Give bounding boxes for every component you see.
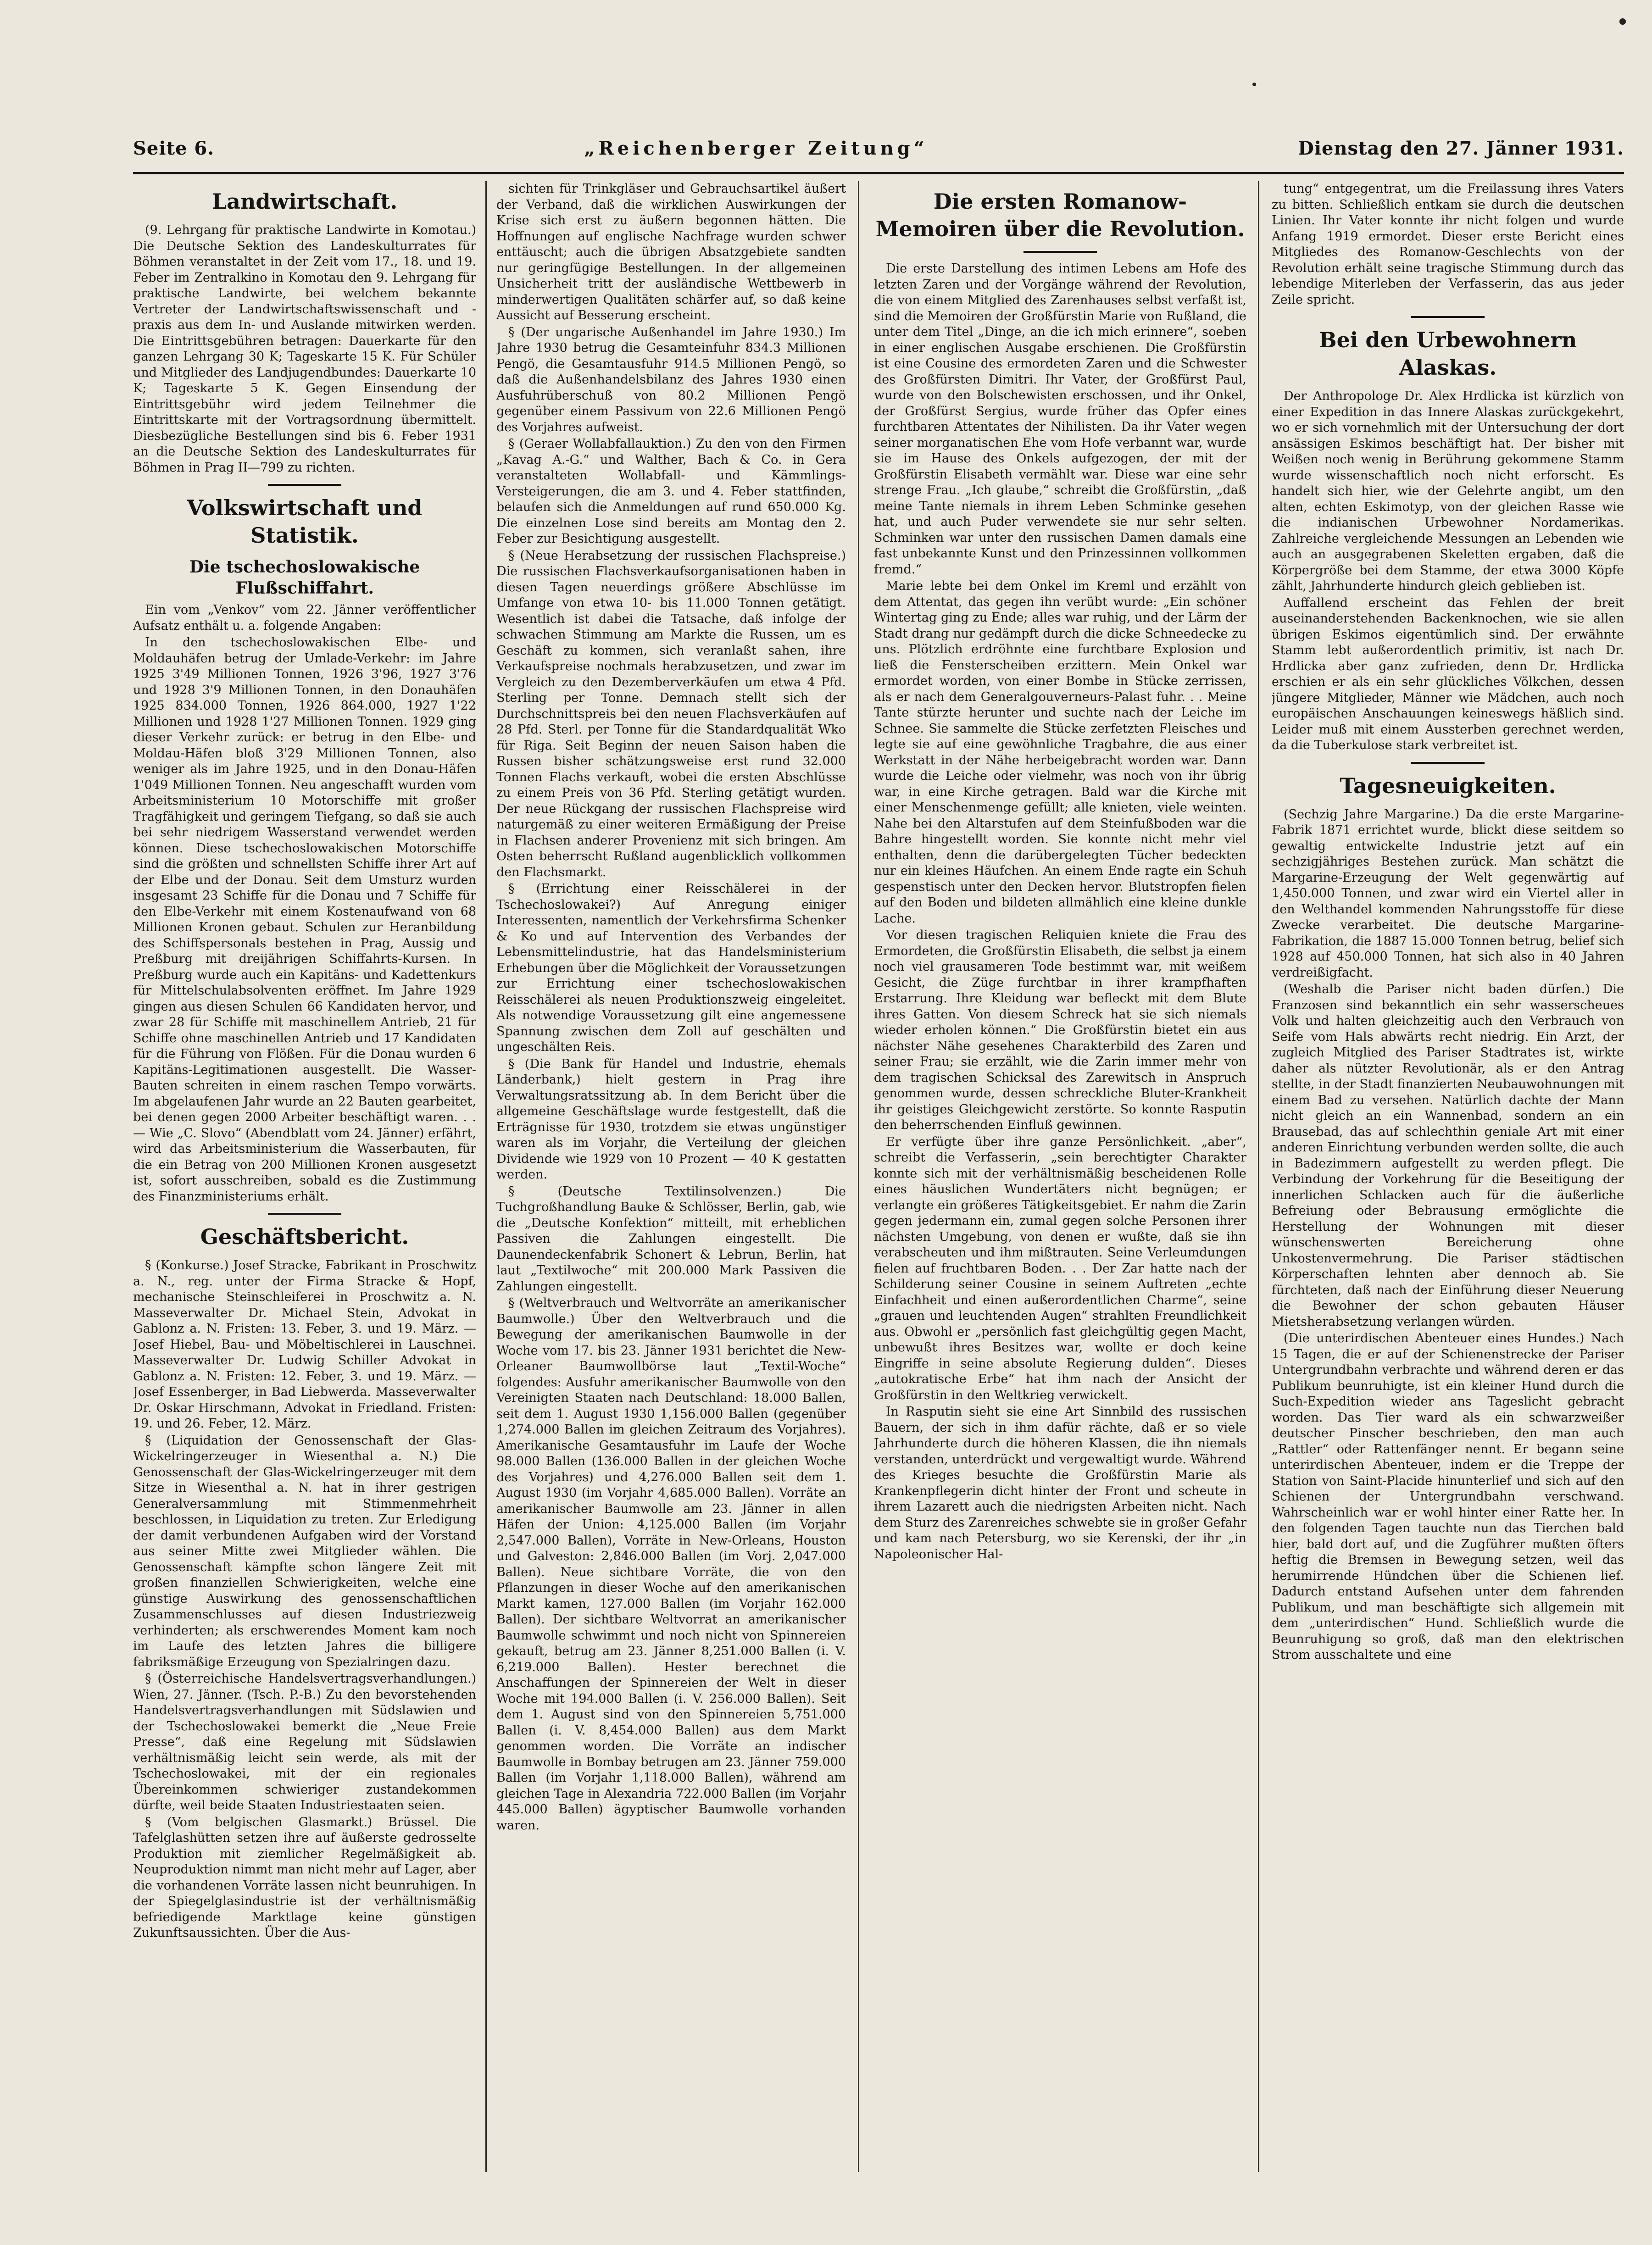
scan-speck <box>1619 18 1626 25</box>
article-paragraph: Vor diesen tragischen Reliquien kniete die Frau des Ermordeten, die Großfürstin Elisabeth, die selbst ja einem noch viel grausameren Tode bestimmt war, mit weißem Gesicht, die Züge furchtbar in ihrer krampfhaften Erstarrung. Ihre Kleidung war befleckt mit dem Blute ihres Gatten. Von diesem Schreck hat sie sich niemals wieder erholen können.“ Die Großfürstin bietet ein aus nächster Nähe gesehenes Charakterbild des Zaren und seiner Frau; sie erzählt, wie die Zarin immer mehr von dem tragischen Schicksal des Zarewitsch in Anspruch genommen wurde, dessen schreckliche Bluter-Krankheit ihr geistiges Gleichgewicht zerstörte. So konnte Rasputin den beherrschenden Einfluß gewinnen. <box>874 928 1246 1132</box>
article-paragraph: Ein vom „Venkov“ vom 22. Jänner veröffentlicher Aufsatz enthält u. a. folgende Angaben: <box>133 603 476 633</box>
column-3 <box>874 181 1246 2172</box>
issue-date: Dienstag den 27. Jänner 1931. <box>1298 138 1624 159</box>
article-paragraph: § (Deutsche Textilinsolvenzen.) Die Tuchgroßhandlung Bauke & Schlösser, Berlin, gab, wie die „Deutsche Konfektion“ mitteilt, mit erheblichen Passiven die Zahlungen eingestellt. Die Daunendeckenfabrik Schonert & Lebrun, Berlin, hat laut „Textilwoche“ mit 200.000 Mark Passiven die Zahlungen eingestellt. <box>496 1184 846 1294</box>
article-paragraph: Marie lebte bei dem Onkel im Kreml und erzählt von dem Attentat, das gegen ihn verübt wurde: „Ein schöner Wintertag ging zu Ende; alles war ruhig, und der Lärm der Stadt drang nur gedämpft durch die dicke Schneedecke zu uns. Plötzlich erdröhnte eine furchtbare Explosion und ließ die Fensterscheiben erzittern. Mein Onkel war ermordet worden, von einer Bombe in Stücke zerrissen, als er nach dem Generalgouverneurs-Palast fuhr. . . Meine Tante stürzte herunter und suchte nach der Leiche im Schnee. Sie sammelte die Stücke zerfetzten Fleisches und legte sie auf eine gewöhnliche Tragbahre, die aus einer Werkstatt in der Nähe herbeigebracht worden war. Dann wurde die Leiche oder vielmehr, was noch von ihr übrig war, in eine Kirche getragen. Bald war die Kirche mit einer Menschenmenge gefüllt; alle knieten, viele weinten. Nahe bei den Altarstufen auf dem Steinfußboden war die Bahre hingestellt worden. Sie konnte nicht mehr viel enthalten, denn die darübergelegten Tücher bedeckten nur ein kleines Häufchen. An einem Ende ragte ein Schuh gespenstisch unter den Decken hervor. Blutstropfen fielen auf den Boden und bildeten allmählich eine kleine dunkle Lache. <box>874 579 1246 926</box>
article-paragraph: Er verfügte über ihre ganze Persönlichkeit. „aber“, schreibt die Verfasserin, „sein berechtigter Charakter konnte sich mit der verhältnismäßig bescheidenen Rolle eines häuslichen Wundertäters nicht begnügen; er verlangte ein größeres Tätigkeitsgebiet. Er nahm die Zarin gegen jedermann ein, zumal gegen solche Personen ihrer nächsten Umgebung, von denen er wußte, daß sie ihn verabscheuten und ihm mißtrauten. Seine Verleumdungen fielen auf fruchtbaren Boden. . . Der Zar hatte nach der Schilderung seiner Cousine in seinem Auftreten „echte Einfachheit und einen außerordentlichen Charme“, seine „grauen und leuchtenden Augen“ strahlten Freundlichkeit aus. Obwohl er „persönlich fast gleichgültig gegen Macht, unbewußt ihres Besitzes war, wollte er doch keine Eingriffe in seine absolute Regierung dulden“. Dieses „autokratische Erbe“ hat ihm nach der Ansicht der Großfürstin in den Weltkrieg verwickelt. <box>874 1134 1246 1402</box>
article-heading-alaska: Bei den Urbewohnern Alaskas. <box>1318 328 1577 380</box>
article-paragraph: § (Liquidation der Genossenschaft der Glas-Wickelringerzeuger in Wiesenthal a. N.) Die Genossenschaft der Glas-Wickelringerzeuger mit dem Sitze in Wiesenthal a. N. hat in ihrer gestrigen Generalversammlung mit Stimmenmehrheit beschlossen, in Liquidation zu treten. Zur Erledigung der damit verbundenen Aufgaben wird der Vorstand aus seiner Mitte zwei Mitglieder wählen. Die Genossenschaft kämpfte schon längere Zeit mit großen finanziellen Schwierigkeiten, welche eine günstige Auswirkung des genossenschaftlichen Zusammenschlusses auf diesen Industriezweig verhinderten; als erschwerendes Moment kam noch im Laufe des letzten Jahres die billigere fabriksmäßige Erzeugung von Spezialringen dazu. <box>133 1433 476 1669</box>
section-rule <box>1411 762 1485 764</box>
section-heading-landwirtschaft: Landwirtschaft. <box>211 189 398 214</box>
article-paragraph: § (Errichtung einer Reisschälerei in der Tschechoslowakei?) Auf Anregung einiger Interessenten, namentlich der Verkehrsfirma Schenker & Ko und auf Intervention des Verbandes der Lebensmittelindustrie, hat das Handelsministerium Erhebungen über die Möglichkeit der Voraussetzungen zur Errichtung einer tschechoslowakischen Reisschälerei als neuen Produktionszweig eingeleitet. Als notwendige Voraussetzung gilt eine angemessene Spannung zwischen dem Zoll auf geschälten und ungeschälten Reis. <box>496 882 846 1054</box>
column-4 <box>1272 181 1624 2172</box>
newspaper-title: „Reichenberger Zeitung“ <box>584 138 928 159</box>
page-header <box>133 138 1624 165</box>
article-paragraph: (Die unterirdischen Abenteuer eines Hundes.) Nach 15 Tagen, die er auf der Schienenstrecke der Pariser Untergrundbahn verbrachte und während deren er das Publikum beunruhigte, ist ein kleiner Hund durch die Such-Expedition wieder ans Tageslicht gebracht worden. Das Tier ward als ein schwarzweißer deutscher Pinscher beschrieben, den man auch „Rattler“ oder Rattenfänger nennt. Er begann seine unterirdischen Abenteuer, indem er die Treppe der Station von Saint-Placide hinunterlief und sich auf den Schienen der Untergrundbahn verschwand. Wahrscheinlich war er wohl hinter einer Ratte her. In den folgenden Tagen tauchte nun das Tierchen bald hier, bald dort auf, und die Zugführer mußten öfters heftig die Bremsen in Bewegung setzen, weil das herumirrende Hündchen über die Schienen lief. Dadurch entstand Aufsehen unter dem fahrenden Publikum, und man beschäftigte sich allgemein mit dem „unterirdischen“ Hund. Schließlich wurde die Beunruhigung so groß, daß man den elektrischen Strom ausschaltete und eine <box>1272 1331 1624 1662</box>
article-paragraph: § (Konkurse.) Josef Stracke, Fabrikant in Proschwitz a. N., reg. unter der Firma Stracke & Hopf, mechanische Steinschleiferei in Proschwitz a. N. Masseverwalter Dr. Michael Stein, Advokat in Gablonz a. N. Fristen: 13. Feber, 3. und 19. März. — Josef Hiebel, Bau- und Möbeltischlerei in Lauschnei. Masseverwalter Dr. Ludwig Schiller Advokat in Gablonz a. N. Fristen: 12. Feber, 3. und 19. März. — Josef Essenberger, in Bad Liebwerda. Masseverwalter Dr. Oskar Hirschmann, Advokat in Friedland. Fristen: 19. und 26. Feber, 12. März. <box>133 1258 476 1431</box>
article-paragraph: Auffallend erscheint das Fehlen der breit auseinanderstehenden Backenknochen, wie sie allen übrigen Eskimos eigentümlich sind. Der erwähnte Stamm lebt außerordentlich primitiv, ist nach Dr. Hrdlicka aber ganz zufrieden, denn Dr. Hrdlicka erschien er als ein sehr glückliches Völkchen, dessen jüngere Mitglieder, Männer wie Mädchen, auch noch europäischen Anschauungen keineswegs häßlich sind. Leider muß mit einem Aussterben gerechnet werden, da die Tuberkulose stark verbreitet ist. <box>1272 595 1624 752</box>
article-paragraph: § (Österreichische Handelsvertragsverhandlungen.) Wien, 27. Jänner. (Tsch. P.-B.) Zu den bevorstehenden Handelsvertragsverhandlungen mit Südslawien und der Tschechoslowakei bemerkt die „Neue Freie Presse“, daß eine Regelung mit Südslawien verhältnismäßig leicht sein werde, als mit der Tschechoslowakei, mit der ein regionales Übereinkommen schwieriger zustandekommen dürfte, weil beide Staaten Industriestaaten seien. <box>133 1672 476 1812</box>
article-paragraph: (Sechzig Jahre Margarine.) Da die erste Margarine-Fabrik 1871 errichtet wurde, blickt diese seitdem so gewaltig entwickelte Industrie jetzt auf ein sechzigjähriges Bestehen zurück. Man schätzt die Margarine-Erzeugung der Welt gegenwärtig auf 1,450.000 Tonnen, und zwar wird ein Viertel aller in den Welthandel kommenden Nahrungsstoffe für diese Zwecke verarbeitet. Die deutsche Margarine-Fabrikation, die 1887 15.000 Tonnen betrug, belief sich 1928 auf 450.000 Tonnen, hat sich also in 40 Jahren verdreißigfacht. <box>1272 807 1624 980</box>
article-heading-romanow: Die ersten Romanow-Memoiren über die Revolution. <box>875 189 1245 241</box>
page-number: Seite 6. <box>133 138 215 159</box>
article-paragraph: § (Der ungarische Außenhandel im Jahre 1930.) Im Jahre 1930 betrug die Gesamteinfuhr 834.3 Millionen Pengö, die Gesamtausfuhr 914.5 Millionen Pengö, so daß die Außenhandelsbilanz des Jahres 1930 einen Ausfuhrüberschuß von 80.2 Millionen Pengö gegenüber einem Passivum von 22.6 Millionen Pengö des Vorjahres aufweist. <box>496 325 846 434</box>
header-rule <box>133 172 1624 174</box>
article-paragraph: sichten für Trinkgläser und Gebrauchsartikel äußert der Verband, daß die wirklichen Auswirkungen der Krise sich erst zu äußern begonnen hätten. Die Hoffnungen auf englische Nachfrage wurden schwer enttäuscht; auch die übrigen Absatzgebiete sandten nur geringfügige Bestellungen. In der allgemeinen Unsicherheit tritt der ausländische Wettbewerb in minderwertigen Qualitäten schärfer auf, so daß keine Aussicht auf Besserung erscheint. <box>496 182 846 322</box>
article-paragraph: Der Anthropologe Dr. Alex Hrdlicka ist kürzlich von einer Expedition in das Innere Alaskas zurückgekehrt, wo er sich vornehmlich mit der Untersuchung der dort ansässigen Eskimos beschäftigt hat. Der bisher mit Weißen noch wenig in Berührung gekommene Stamm wurde wissenschaftlich noch nicht erforscht. Es handelt sich hier, wie der Gelehrte angibt, um den alten, echten Eskimotyp, von der gleichen Rasse wie die indianischen Urbewohner Nordamerikas. Zahlreiche vergleichende Messungen an Lebenden wie auch an ausgegrabenen Skeletten ergaben, daß die Körpergröße bei dem Stamme, der etwa 3000 Köpfe zählt, Jahrhunderte hindurch gleich geblieben ist. <box>1272 389 1624 593</box>
section-rule <box>268 1213 341 1215</box>
scan-speck <box>1252 83 1256 86</box>
column-1 <box>133 181 476 2172</box>
article-paragraph: Die erste Darstellung des intimen Lebens am Hofe des letzten Zaren und der Vorgänge während der Revolution, die von einem Mitglied des Zarenhauses selbst verfaßt ist, sind die Memoiren der Großfürstin Marie von Rußland, die unter dem Titel „Dinge, an die ich mich erinnere“, soeben in einer englischen Ausgabe erschienen. Die Großfürstin ist eine Cousine des ermordeten Zaren und die Schwester des Großfürsten Dimitri. Ihr Vater, der Großfürst Paul, wurde von den Bolschewisten erschossen, und ihr Onkel, der Großfürst Sergius, wurde früher das Opfer eines furchtbaren Attentates der Nihilisten. Da ihr Vater wegen seiner morganatischen Ehe vom Hofe verbannt war, wurde sie im Hause des Onkels aufgezogen, der mit der Großfürstin Elisabeth vermählt war. Diese war eine sehr strenge Frau. „Ich glaube,“ schreibt die Großfürstin, „daß meine Tante niemals in ihrem Leben Schminke gesehen hat, und auch Puder verwendete sie nur sehr selten. Schminken war unter den russischen Damen damals eine fast unbekannte Kunst und den Prinzessinnen vollkommen fremd.“ <box>874 261 1246 577</box>
article-paragraph: In den tschechoslowakischen Elbe- und Moldauhäfen betrug der Umlade-Verkehr: im Jahre 1925 3'49 Millionen Tonnen, 1926 3'96, 1927 3'76 und 1928 3'9 Millionen Tonnen, in den Donauhäfen 1925 834.000 Tonnen, 1926 864.000, 1927 1'22 Millionen und 1928 1'27 Millionen Tonnen. 1929 ging dieser Verkehr zurück: er betrug in den Elbe- und Moldau-Häfen bloß 3'29 Millionen Tonnen, also weniger als im Jahre 1925, und in den Donau-Häfen 1'049 Millionen Tonnen. Neu angeschafft wurden vom Arbeitsministerium 10 Motorschiffe mit großer Tragfähigkeit und geringem Tiefgang, so daß sie auch bei sehr niedrigem Wasserstand verwendet werden können. Diese tschechoslowakischen Motorschiffe sind die größten und schnellsten Schiffe ihrer Art auf der Elbe und der Donau. Seit dem Umsturz wurden insgesamt 23 Schiffe für die Donau und 7 Schiffe für den Elbe-Verkehr mit einem Kostenaufwand von 68 Millionen Kronen gebaut. Schulen zur Heranbildung des Schiffspersonals bestehen in Prag, Aussig und Preßburg mit dreijährigen Schiffahrts-Kursen. In Preßburg wurde auch ein Kapitäns- und Kadettenkurs für Mittelschulabsolventen eröffnet. Im Jahre 1929 gingen aus diesen Schulen 66 Kandidaten hervor, und zwar 28 für Schiffe mit maschinellem Antrieb, 21 für Schiffe ohne maschinellen Antrieb und 17 Kandidaten für die Führung von Flößen. Für die Donau wurden 6 Kapitäns-Legitimationen ausgestellt. Die Wasser-Bauten schreiten in einem raschen Tempo vorwärts. Im abgelaufenen Jahr wurde an 22 Bauten gearbeitet, bei denen gegen 2000 Arbeiter beschäftigt waren. . . — Wie „C. Slovo“ (Abendblatt vom 24. Jänner) erfährt, wird das Arbeitsministerium die Wasserbauten, für die ein Betrag von 200 Millionen Kronen ausgesetzt ist, sofort ausschreiben, sobald es die Zustimmung des Finanzministeriums erhält. <box>133 635 476 1204</box>
column-divider <box>858 181 859 2172</box>
section-heading-volkswirtschaft: Volkswirtschaft und Statistik. <box>187 495 423 548</box>
section-rule <box>1023 251 1097 253</box>
article-paragraph: (Weshalb die Pariser nicht baden dürfen.) Die Franzosen sind bekanntlich ein sehr wasserscheues Volk und halten gleichzeitig auch den Verbrauch von Seife vom Hals abwärts recht niedrig. Ein Arzt, der zugleich Mitglied des Pariser Stadtrates ist, wirkte daher als nützter Revolutionär, als er den Antrag stellte, in der Stadt finanzierten Neubauwohnungen mit einem Bad zu versehen. Natürlich dachte der Mann nicht gleich an ein Wannenbad, sondern an ein Brausebad, das auf schlechthin geniale Art mit einer anderen Einrichtung verbunden werden sollte, die auch in Badezimmern aufgestellt zu werden pflegt. Die Verbindung der Vorkehrung für die Beseitigung der innerlichen Schlacken auch für die äußerliche Befreiung oder Bebrausung ermöglichte die Herstellung der Wohnungen mit dieser wünschenswerten Bereicherung ohne Unkostenvermehrung. Die Pariser städtischen Körperschaften lehnten aber dennoch ab. Sie fürchteten, daß nach der Einführung dieser Neuerung die Bewohner der schon gebauten Häuser Mietsherabsetzung verlangen würden. <box>1272 982 1624 1329</box>
section-heading-tagesneuigkeiten: Tagesneuigkeiten. <box>1340 773 1556 798</box>
column-divider <box>485 181 487 2172</box>
article-subheading: Die tschechoslowakische Flußschiffahrt. <box>189 557 420 598</box>
column-divider <box>1258 181 1259 2172</box>
article-paragraph: (9. Lehrgang für praktische Landwirte in Komotau.) Die Deutsche Sektion des Landeskulturrates für Böhmen veranstaltet in der Zeit vom 17., 18. und 19. Feber im Zentralkino in Komotau den 9. Lehrgang für praktische Landwirte, bei welchem bekannte Vertreter der Landwirtschaftswissenschaft und -praxis aus dem In- und Auslande mitwirken werden. Die Eintrittsgebühren betragen: Dauerkarte für den ganzen Lehrgang 30 K; Tageskarte 15 K. Für Schüler und Mitglieder des Landjugendbundes: Dauerkarte 10 K; Tageskarte 5 K. Gegen Einsendung der Eintrittsgebühr wird jedem Teilnehmer die Eintrittskarte mit der Vortragsordnung übermittelt. Diesbezügliche Bestellungen sind bis 6. Feber 1931 an die Deutsche Sektion des Landeskulturrates für Böhmen in Prag II—799 zu richten. <box>133 223 476 475</box>
article-paragraph: § (Vom belgischen Glasmarkt.) Brüssel. Die Tafelglashütten setzen ihre auf äußerste gedrosselte Produktion mit ziemlicher Regelmäßigkeit ab. Neuproduktion nimmt man nicht mehr auf Lager, aber die vorhandenen Vorräte lassen nicht beunruhigen. In der Spiegelglasindustrie ist der verhältnismäßig befriedigende Marktlage keine günstigen Zukunftsaussichten. Über die Aus- <box>133 1815 476 1940</box>
article-paragraph: In Rasputin sieht sie eine Art Sinnbild des russischen Bauern, der sich in ihm dafür rächte, daß er so viele Jahrhunderte durch die höheren Klassen, die ihn niemals verstanden, unterdrückt und vergewaltigt wurde. Während des Krieges besuchte die Großfürstin Marie als Krankenpflegerin dicht hinter der Front und scheute in ihrem Lazarett auch die niedrigsten Arbeiten nicht. Nach dem Sturz des Zarenreiches schwebte sie in großer Gefahr und kam nach Petersburg, wo sie Kerenski, der ihr „in Napoleonischer Hal- <box>874 1405 1246 1561</box>
column-2 <box>496 181 846 2172</box>
section-rule <box>1411 316 1485 318</box>
section-rule <box>268 484 341 486</box>
section-heading-geschaeftsbericht: Geschäftsbericht. <box>200 1224 409 1249</box>
article-paragraph: § (Die Bank für Handel und Industrie, ehemals Länderbank,) hielt gestern in Prag ihre Verwaltungsratssitzung ab. In dem Bericht über die allgemeine Geschäftslage wurde festgestellt, daß die Erträgnisse für 1930, trotzdem sie etwas ungünstiger waren als im Vorjahr, die Verteilung der gleichen Dividende wie 1929 von 10 Prozent — 40 K gestatten werden. <box>496 1056 846 1182</box>
article-paragraph: § (Weltverbrauch und Weltvorräte an amerikanischer Baumwolle.) Über den Weltverbrauch und die Bewegung der amerikanischen Baumwolle in der Woche vom 17. bis 23. Jänner 1931 berichtet die New-Orleaner Baumwollbörse laut „Textil-Woche“ folgendes: Ausfuhr amerikanischer Baumwolle von den Vereinigten Staaten nach Deutschland: 18.000 Ballen, seit dem 1. August 1930 1,156.000 Ballen (gegenüber 1,274.000 Ballen im gleichen Zeitraum des Vorjahres). Amerikanische Gesamtausfuhr im Laufe der Woche 98.000 Ballen (136.000 Ballen in der gleichen Woche des Vorjahres) und 4,276.000 Ballen seit dem 1. August 1930 (im Vorjahr 4,685.000 Ballen). Vorräte an amerikanischer Baumwolle am 23. Jänner in allen Häfen der Union: 4,125.000 Ballen (im Vorjahr 2,547.000 Ballen), Vorräte in New-Orleans, Houston und Galveston: 2,846.000 Ballen (im Vorj. 2,047.000 Ballen). Neue sichtbare Vorräte, die von den Pflanzungen in dieser Woche auf den amerikanischen Markt kamen, 127.000 Ballen (im Vorjahr 162.000 Ballen). Der sichtbare Weltvorrat an amerikanischer Baumwolle schwimmt und noch nicht von Spinnereien gekauft, betrug am 23. Jänner 8,251.000 Ballen (i. V. 6,219.000 Ballen). Hester berechnet die Anschaffungen der Spinnereien der Welt in dieser Woche mit 194.000 Ballen (i. V. 256.000 Ballen). Seit dem 1. August sind von den Spinnereien 5,751.000 Ballen (i. V. 8,454.000 Ballen) aus dem Markt genommen worden. Die Vorräte an indischer Baumwolle in Bombay betrugen am 23. Jänner 759.000 Ballen (im Vorjahr 1,118.000 Ballen), während am gleichen Tage in Alexandria 722.000 Ballen (im Vorjahr 445.000 Ballen) ägyptischer Baumwolle vorhanden waren. <box>496 1296 846 1833</box>
article-paragraph: § (Neue Herabsetzung der russischen Flachspreise.) Die russischen Flachsverkaufsorganisationen haben in diesen Tagen neuerdings größere Abschlüsse im Umfange von etwa 10- bis 11.000 Tonnen getätigt. Wesentlich ist dabei die Tatsache, daß infolge der schwachen Stimmung am Markte die Russen, um es Geschäft zu kommen, sich veranlaßt sahen, ihre Verkaufspreise nochmals herabzusetzen, und zwar im Vergleich zu den Dezemberverkäufen um etwa 4 Pfd. Sterling per Tonne. Demnach stellt sich der Durchschnittspreis bei den neuen Flachsverkäufen auf 28 Pfd. Sterl. per Tonne für die Standardqualität Wko für Riga. Seit Beginn der neuen Saison haben die Russen bisher schätzungsweise erst rund 32.000 Tonnen Flachs verkauft, wobei die ersten Abschlüsse zu einem Preis von 36 Pfd. Sterling getätigt wurden. Der neue Rückgang der russischen Flachspreise wird naturgemäß zu einer weiteren Ermäßigung der Preise in Flachsen anderer Provenienz mit sich bringen. Am Osten beherrscht Rußland augenblicklich vollkommen den Flachsmarkt. <box>496 548 846 879</box>
article-paragraph: § (Geraer Wollabfallauktion.) Zu den von den Firmen „Kavag A.-G.“ und Walther, Bach & Co. in Gera veranstalteten Wollabfall- und Kämmlings-Versteigerungen, die am 3. und 4. Feber stattfinden, belaufen sich die Anmeldungen auf rund 650.000 Kg. Die einzelnen Lose sind bereits am Montag den 2. Feber zur Besichtigung ausgestellt. <box>496 437 846 546</box>
article-paragraph: tung“ entgegentrat, um die Freilassung ihres Vaters zu bitten. Schließlich entkam sie durch die deutschen Linien. Ihr Vater konnte ihr nicht folgen und wurde Anfang 1919 ermordet. Dieser erste Bericht eines Mitgliedes des Romanow-Geschlechts von der Revolution erhält seine tragische Stimmung durch das lebendige Miterleben der Verfasserin, das aus jeder Zeile spricht. <box>1272 182 1624 307</box>
